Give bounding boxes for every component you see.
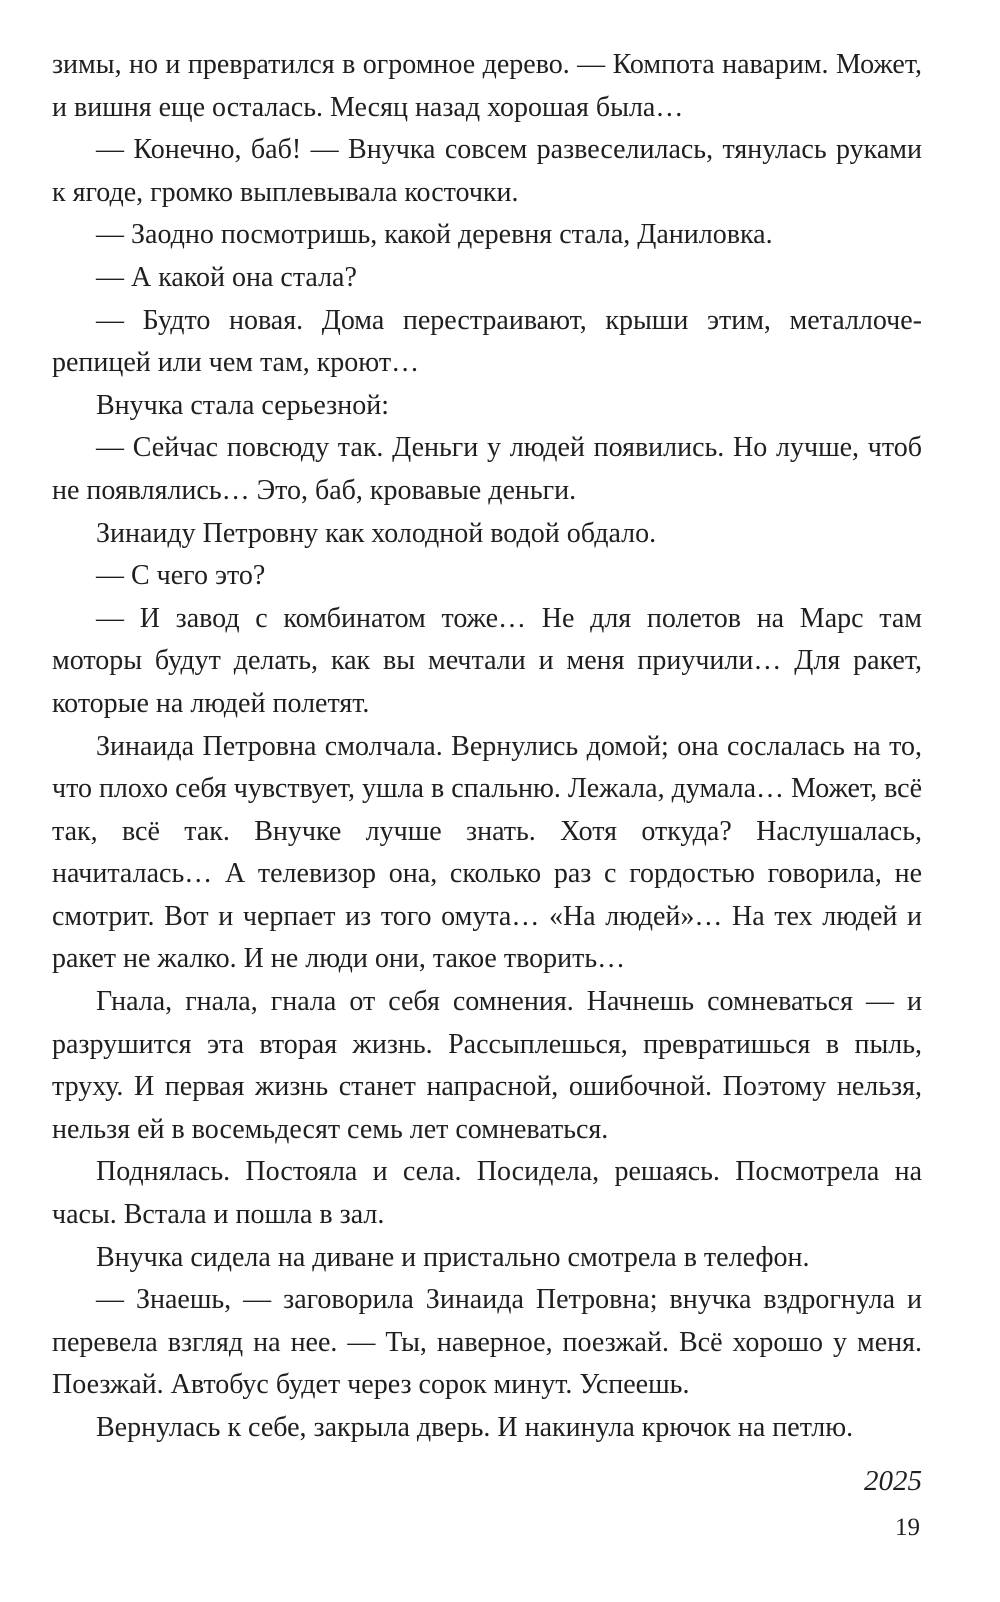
paragraph-10: — И завод с комбинатом тоже… Не для полетов на Марс там моторы будут делать, как вы мечтали и меня приучили… Для ракет, которые на людей полетят. [52,602,922,719]
paragraph-11: Зинаида Петровна смолчала. Вернулись домой; она сослалась на то, что плохо себя чувствует, ушла в спальню. Лежала, думала… Может, всё так, всё так. Внучке лучше знать. Хотя откуда? Наслушалась, начиталась… А телевизор она, сколько раз с гордостью говорила, не смотрит. Вот и черпает из того омута… «На людей»… На тех людей и ракет не жалко. И не люди они, такое творить… [52,730,923,975]
paragraph-15: — Знаешь, — заговорила Зинаида Петровна; внучка вздрогнула и перевела взгляд на нее. — Ты, наверное, поезжай. Всё хорошо у меня. Поезжай. Автобус будет через сорок минут. Успеешь. [52,1284,922,1401]
paragraph-8: Зинаиду Петровну как холодной водой обдало. [96,517,657,549]
paragraph-16: Вернулась к себе, закрыла дверь. И накинула крючок на петлю. [96,1412,854,1443]
paragraph-9: — С чего это? [96,560,266,592]
paragraph-5: — Будто новая. Дома перестраивают, крыши этим, металлочерепицей или чем там, кроют… [52,304,922,379]
page-number: 19 [895,1514,920,1541]
paragraph-6: Внучка стала серьезной: [96,389,389,421]
year-signature: 2025 [864,1464,922,1497]
paragraph-14: Внучка сидела на диване и пристально смотрела в телефон. [96,1241,810,1273]
paragraph-3: — Заодно посмотришь, какой деревня стала, Даниловка. [96,219,773,251]
paragraph-12: Гнала, гнала, гнала от себя сомнения. Начнешь сомневаться — и разрушится эта вторая жизнь. Рассыплешься, превратишься в пыль, труху. И первая жизнь станет напрасной, ошибочной. Поэтому нельзя, нельзя ей в восемьдесят семь лет сомневаться. [52,986,922,1145]
paragraph-2: — Конечно, баб! — Внучка совсем развеселилась, тянулась руками к ягоде, громко выплевывала косточки. [52,134,922,208]
page-body [52,44,922,1502]
paragraph-13: Поднялась. Постояла и села. Посидела, решаясь. Посмотрела на часы. Встала и пошла в зал. [52,1156,922,1231]
paragraph-1: зимы, но и превратился в огромное дерево. — Компота наварим. Может, и вишня еще осталась. Месяц назад хорошая была… [52,49,922,123]
paragraph-4: — А какой она стала? [96,261,357,293]
paragraph-7: — Сейчас повсюду так. Деньги у людей появились. Но лучше, чтоб не появлялись… Это, баб, кровавые деньги. [52,432,922,506]
